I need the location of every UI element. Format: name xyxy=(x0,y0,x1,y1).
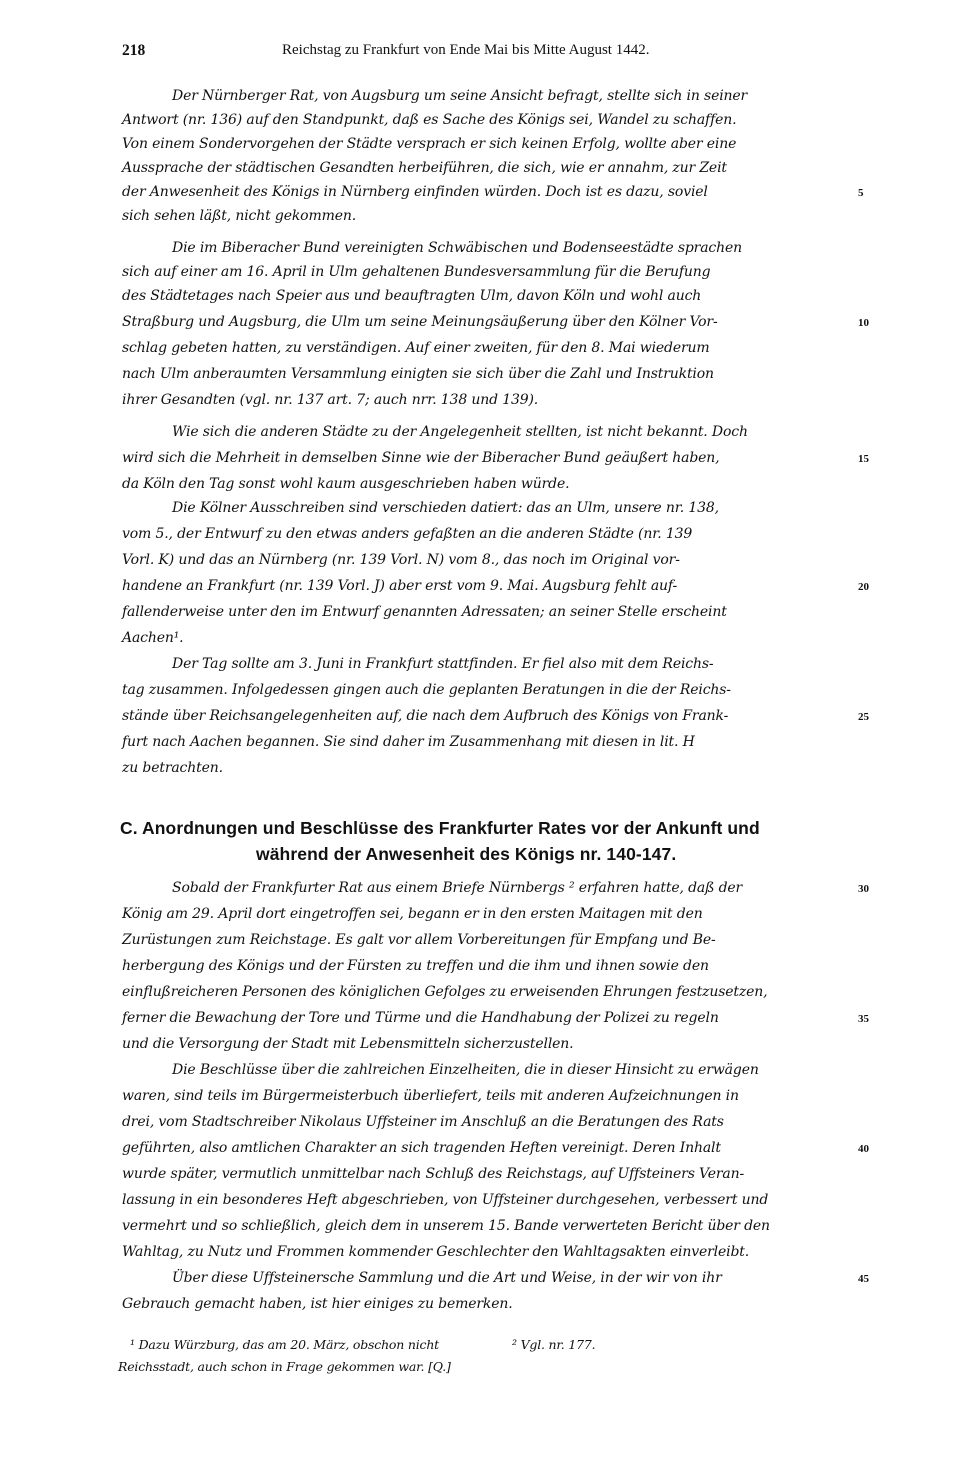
running-title: Reichstag zu Frankfurt von Ende Mai bis Mitte August 1442. xyxy=(282,42,650,58)
text-line: wurde später, vermutlich unmittelbar nach Schluß des Reichstags, auf Uffsteiners Veran- xyxy=(122,1166,745,1182)
text-line: tag zusammen. Infolgedessen gingen auch die geplanten Beratungen in die der Reichs- xyxy=(122,682,731,698)
text-line: der Anwesenheit des Königs in Nürnberg einfinden würden. Doch ist es dazu, soviel xyxy=(122,184,708,200)
text-line: Über diese Uffsteinersche Sammlung und die Art und Weise, in der wir von ihr xyxy=(172,1270,722,1286)
text-line: lassung in ein besonderes Heft abgeschrieben, von Uffsteiner durchgesehen, verbessert und xyxy=(122,1192,769,1208)
footnote-2: ² Vgl. nr. 177. xyxy=(512,1337,596,1352)
footnote-1-line-1: ¹ Dazu Würzburg, das am 20. März, obschon nicht xyxy=(130,1337,439,1352)
text-line: sich auf einer am 16. April in Ulm gehaltenen Bundesversammlung für die Berufung xyxy=(122,264,711,280)
text-line: wird sich die Mehrheit in demselben Sinne wie der Biberacher Bund geäußert haben, xyxy=(122,450,720,466)
footnote-1-line-2: Reichsstadt, auch schon in Frage gekommen war. [Q.] xyxy=(118,1359,451,1374)
text-line: und die Versorgung der Stadt mit Lebensmitteln sicherzustellen. xyxy=(122,1036,574,1052)
text-line: drei, vom Stadtschreiber Nikolaus Uffsteiner im Anschluß an die Beratungen des Rats xyxy=(122,1114,724,1130)
text-line: Aachen¹. xyxy=(122,630,184,646)
line-number: 15 xyxy=(858,453,869,465)
text-line: fallenderweise unter den im Entwurf genannten Adressaten; an seiner Stelle erscheint xyxy=(122,604,727,620)
line-number: 30 xyxy=(858,883,869,895)
text-line: Sobald der Frankfurter Rat aus einem Briefe Nürnbergs ² erfahren hatte, daß der xyxy=(172,880,743,896)
text-line: Von einem Sondervorgehen der Städte versprach er sich keinen Erfolg, wollte aber eine xyxy=(122,136,737,152)
section-heading-line: während der Anwesenheit des Königs nr. 140-147. xyxy=(256,844,677,864)
text-line: ihrer Gesandten (vgl. nr. 137 art. 7; auch nrr. 138 und 139). xyxy=(122,392,539,408)
section-heading-line: C. Anordnungen und Beschlüsse des Frankfurter Rates vor der Ankunft und xyxy=(120,818,760,838)
text-line: waren, sind teils im Bürgermeisterbuch überliefert, teils mit anderen Aufzeichnungen in xyxy=(122,1088,739,1104)
text-line: herbergung des Königs und der Fürsten zu treffen und die ihm und ihnen sowie den xyxy=(122,958,709,974)
text-line: einflußreicheren Personen des königlichen Gefolges zu erweisenden Ehrungen festzusetzen, xyxy=(122,984,768,1000)
text-line: Vorl. K) und das an Nürnberg (nr. 139 Vorl. N) vom 8., das noch im Original vor- xyxy=(122,552,680,568)
text-line: Gebrauch gemacht haben, ist hier einiges zu bemerken. xyxy=(122,1296,513,1312)
line-number: 40 xyxy=(858,1143,869,1155)
text-line: sich sehen läßt, nicht gekommen. xyxy=(122,208,356,224)
line-number: 10 xyxy=(858,317,869,329)
text-line: Antwort (nr. 136) auf den Standpunkt, daß es Sache des Königs sei, Wandel zu schaffen. xyxy=(122,112,737,128)
text-line: furt nach Aachen begannen. Sie sind daher im Zusammenhang mit diesen in lit. H xyxy=(122,734,695,750)
text-line: vermehrt und so schließlich, gleich dem in unserem 15. Bande verwerteten Bericht über den xyxy=(122,1218,770,1234)
text-line: vom 5., der Entwurf zu den etwas anders gefaßten an die anderen Städte (nr. 139 xyxy=(122,526,693,542)
running-header xyxy=(122,42,860,62)
line-number: 20 xyxy=(858,581,869,593)
text-line: Die Kölner Ausschreiben sind verschieden datiert: das an Ulm, unsere nr. 138, xyxy=(172,500,719,516)
text-line: Wie sich die anderen Städte zu der Angelegenheit stellten, ist nicht bekannt. Doch xyxy=(172,424,748,440)
text-line: geführten, also amtlichen Charakter an sich tragenden Heften vereinigt. Deren Inhalt xyxy=(122,1140,721,1156)
text-line: Der Tag sollte am 3. Juni in Frankfurt stattfinden. Er fiel also mit dem Reichs- xyxy=(172,656,714,672)
text-line: zu betrachten. xyxy=(122,760,223,776)
text-line: Zurüstungen zum Reichstage. Es galt vor allem Vorbereitungen für Empfang und Be- xyxy=(122,932,716,948)
text-line: des Städtetages nach Speier aus und beauftragten Ulm, davon Köln und wohl auch xyxy=(122,288,702,304)
text-line: Aussprache der städtischen Gesandten herbeiführen, die sich, wie er annahm, zur Zeit xyxy=(122,160,727,176)
line-number: 35 xyxy=(858,1013,869,1025)
text-line: Die Beschlüsse über die zahlreichen Einzelheiten, die in dieser Hinsicht zu erwägen xyxy=(172,1062,759,1078)
text-line: Die im Biberacher Bund vereinigten Schwäbischen und Bodenseestädte sprachen xyxy=(172,240,742,256)
text-line: schlag gebeten hatten, zu verständigen. Auf einer zweiten, für den 8. Mai wiederum xyxy=(122,340,710,356)
text-line: nach Ulm anberaumten Versammlung einigten sie sich über die Zahl und Instruktion xyxy=(122,366,714,382)
text-line: Straßburg und Augsburg, die Ulm um seine Meinungsäußerung über den Kölner Vor- xyxy=(122,314,718,330)
text-line: ferner die Bewachung der Tore und Türme und die Handhabung der Polizei zu regeln xyxy=(122,1010,719,1026)
page-number: 218 xyxy=(122,42,146,59)
text-line: da Köln den Tag sonst wohl kaum ausgeschrieben haben würde. xyxy=(122,476,570,492)
line-number: 25 xyxy=(858,711,869,723)
text-line: Wahltag, zu Nutz und Frommen kommender Geschlechter den Wahltagsakten einverleibt. xyxy=(122,1244,750,1260)
text-line: König am 29. April dort eingetroffen sei, begann er in den ersten Maitagen mit den xyxy=(122,906,703,922)
text-line: handene an Frankfurt (nr. 139 Vorl. J) aber erst vom 9. Mai. Augsburg fehlt auf- xyxy=(122,578,678,594)
line-number: 5 xyxy=(858,187,864,199)
line-number: 45 xyxy=(858,1273,869,1285)
text-line: Der Nürnberger Rat, von Augsburg um seine Ansicht befragt, stellte sich in seiner xyxy=(172,88,748,104)
text-line: stände über Reichsangelegenheiten auf, die nach dem Aufbruch des Königs von Frank- xyxy=(122,708,729,724)
